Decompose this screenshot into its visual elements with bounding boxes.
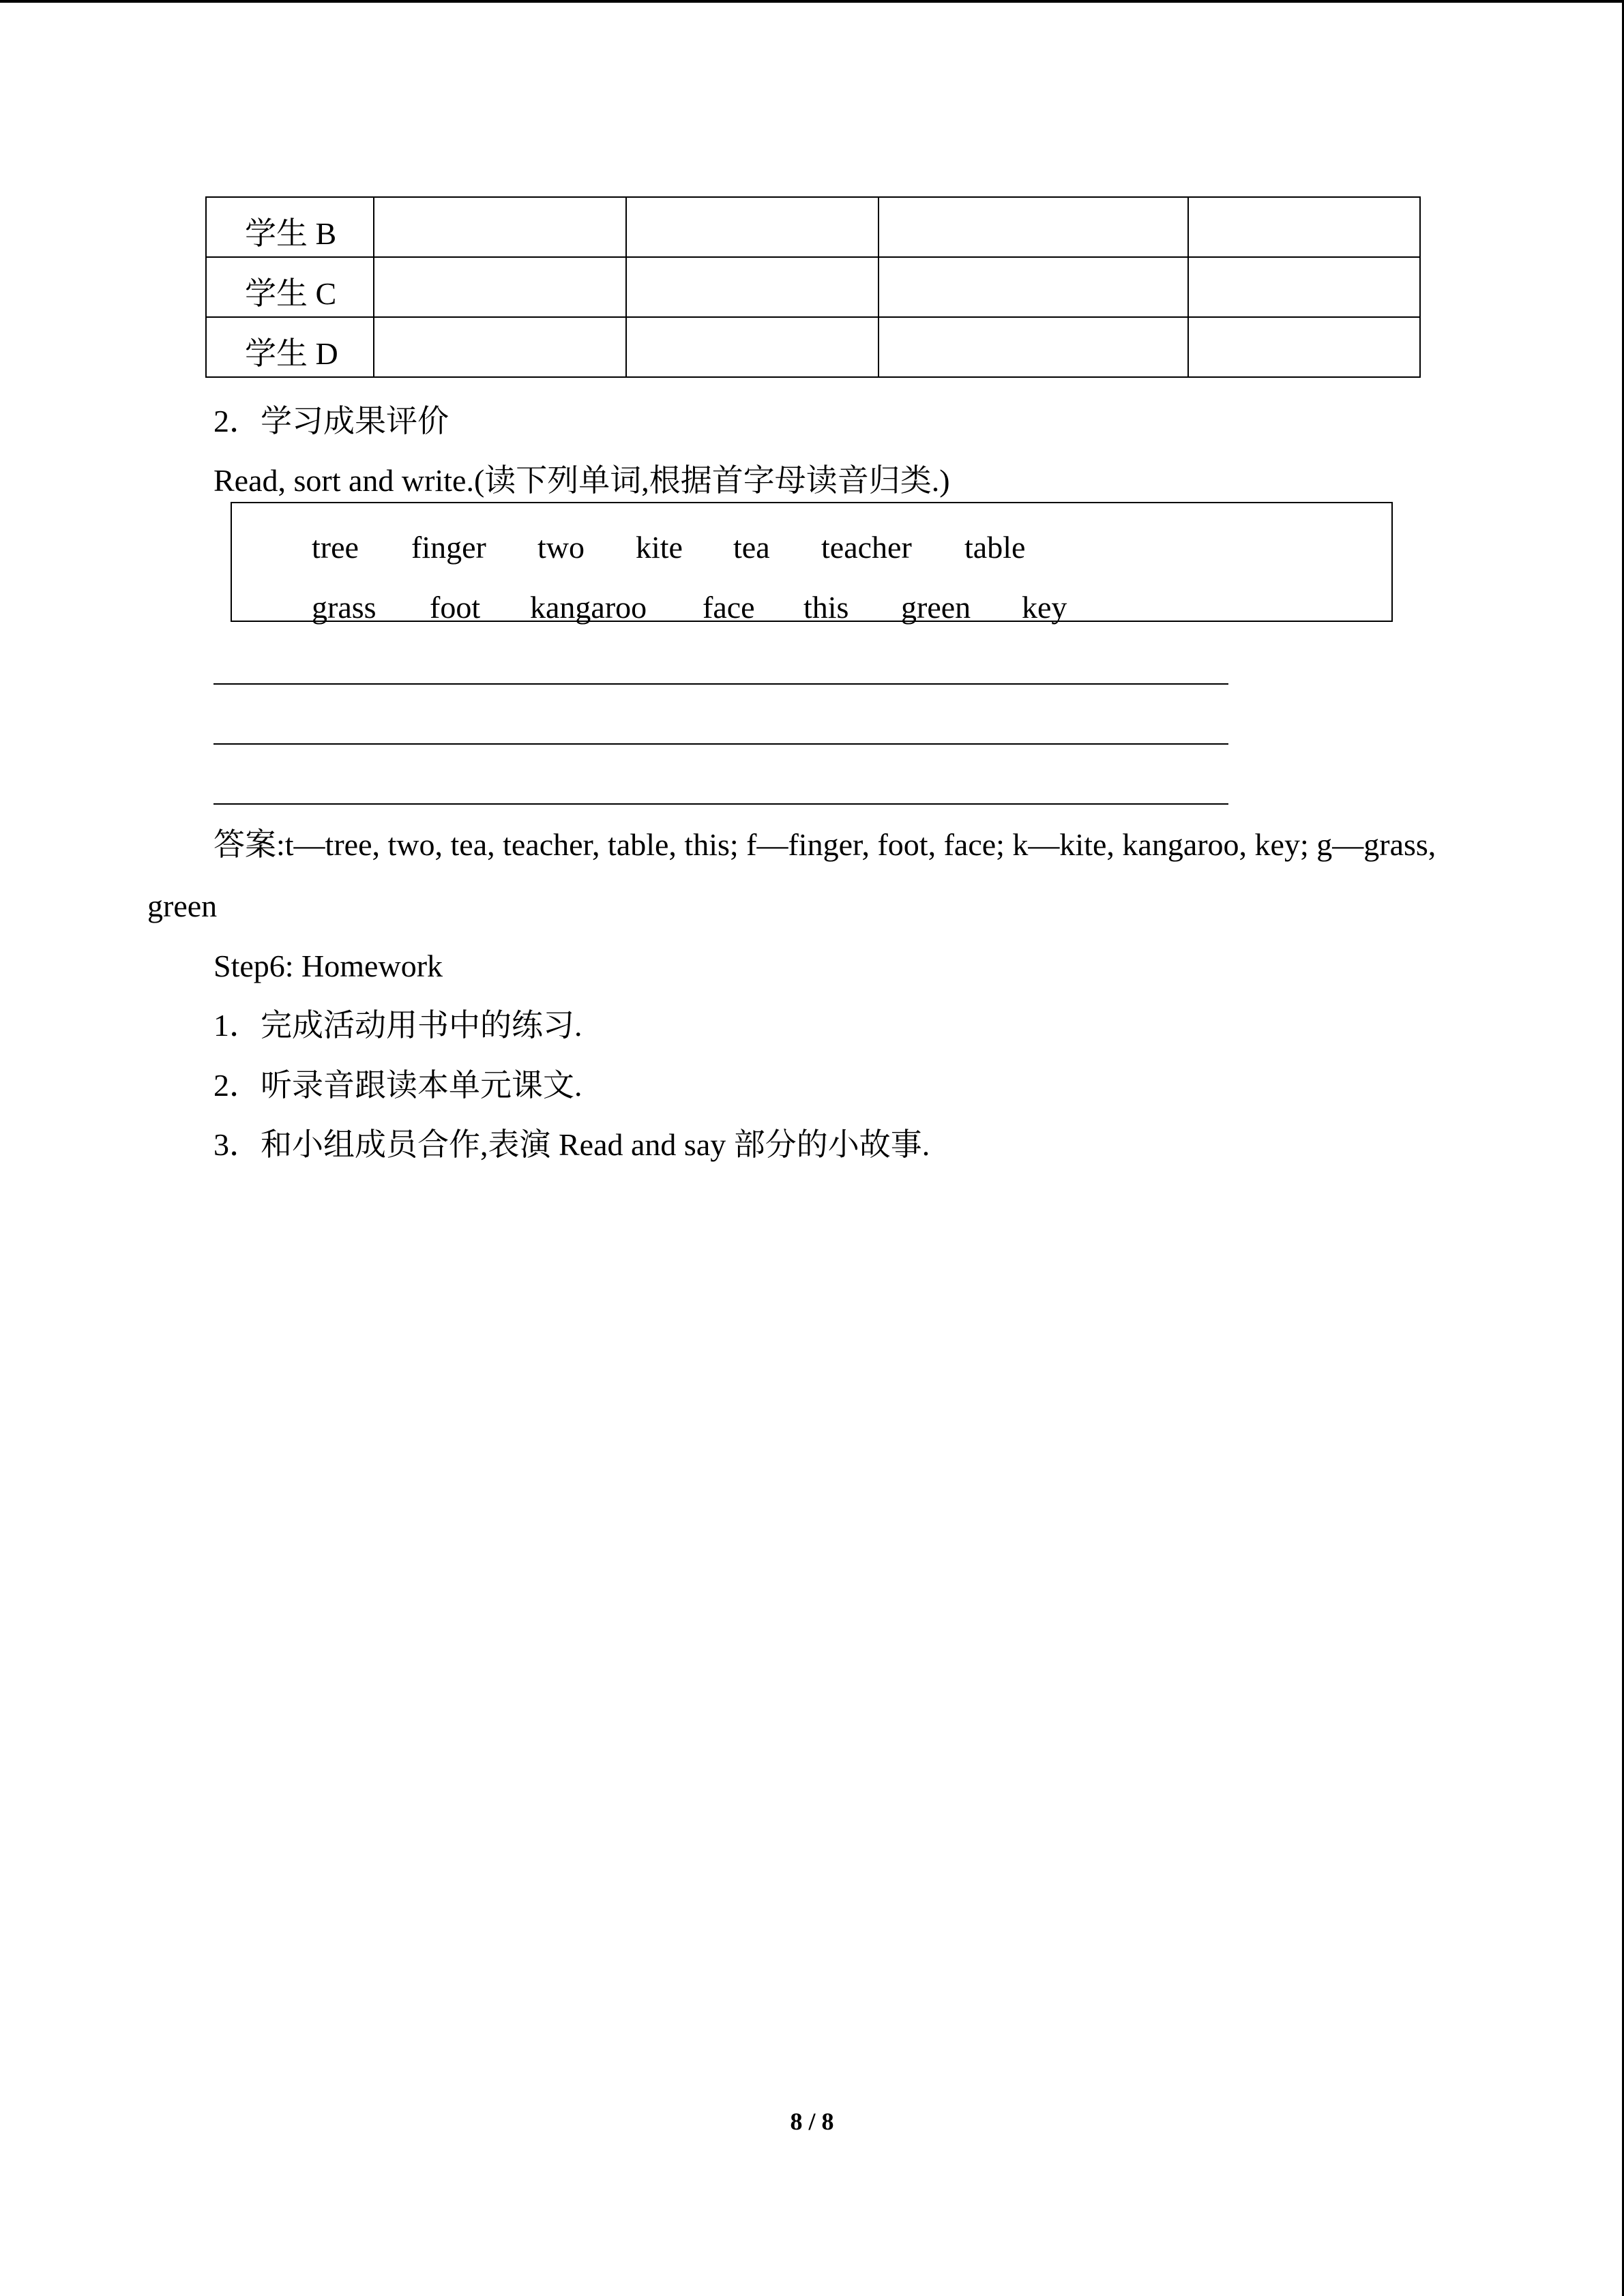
word-item: foot	[430, 590, 481, 625]
word-item: key	[1022, 590, 1067, 625]
homework-item: 2．听录音跟读本单元课文.	[213, 1068, 582, 1103]
exercise-instruction: Read, sort and write.(读下列单词,根据首字母读音归类.)	[213, 463, 950, 498]
evaluation-table	[205, 196, 1421, 378]
table-cell	[374, 317, 626, 377]
table-cell	[1188, 257, 1420, 317]
table-cell	[879, 317, 1188, 377]
word-item: teacher	[821, 530, 912, 565]
table-row	[206, 197, 1420, 257]
word-item: kangaroo	[530, 590, 647, 625]
answer-blank-line	[213, 743, 1228, 745]
table-cell	[1188, 317, 1420, 377]
table-row	[206, 257, 1420, 317]
student-name-cell: 学生 D	[206, 317, 374, 377]
word-item: green	[901, 590, 971, 625]
word-item: grass	[312, 590, 377, 625]
table-row	[206, 317, 1420, 377]
table-cell	[1188, 197, 1420, 257]
student-name-cell: 学生 B	[206, 197, 374, 257]
word-box	[231, 502, 1393, 625]
table-cell	[374, 197, 626, 257]
word-item: face	[703, 590, 755, 625]
answer-text-continued: green	[147, 889, 218, 923]
word-item: table	[964, 530, 1026, 565]
section-heading: 2．学习成果评价	[213, 404, 449, 438]
word-item: kite	[636, 530, 683, 565]
homework-item: 1．完成活动用书中的练习.	[213, 1008, 582, 1043]
word-item: finger	[411, 530, 486, 565]
table-cell	[626, 317, 879, 377]
table-cell	[879, 197, 1188, 257]
homework-item: 3．和小组成员合作,表演 Read and say 部分的小故事.	[213, 1127, 930, 1162]
answer-blank-line	[213, 683, 1228, 685]
answer-blank-line	[213, 803, 1228, 805]
word-item: this	[803, 590, 849, 625]
homework-heading: Step6: Homework	[213, 949, 443, 983]
table-cell	[626, 197, 879, 257]
page-number: 8 / 8	[790, 2108, 834, 2135]
table-cell	[374, 257, 626, 317]
student-name-cell: 学生 C	[206, 257, 374, 317]
word-item: tea	[733, 530, 770, 565]
answer-text: 答案:t—tree, two, tea, teacher, table, this; f—finger, foot, face; k—kite, kangaroo, key; g—grass,	[213, 827, 1436, 862]
table-cell	[879, 257, 1188, 317]
page-top-border	[0, 0, 1624, 3]
table-cell	[626, 257, 879, 317]
word-item: tree	[312, 530, 359, 565]
word-item: two	[537, 530, 585, 565]
